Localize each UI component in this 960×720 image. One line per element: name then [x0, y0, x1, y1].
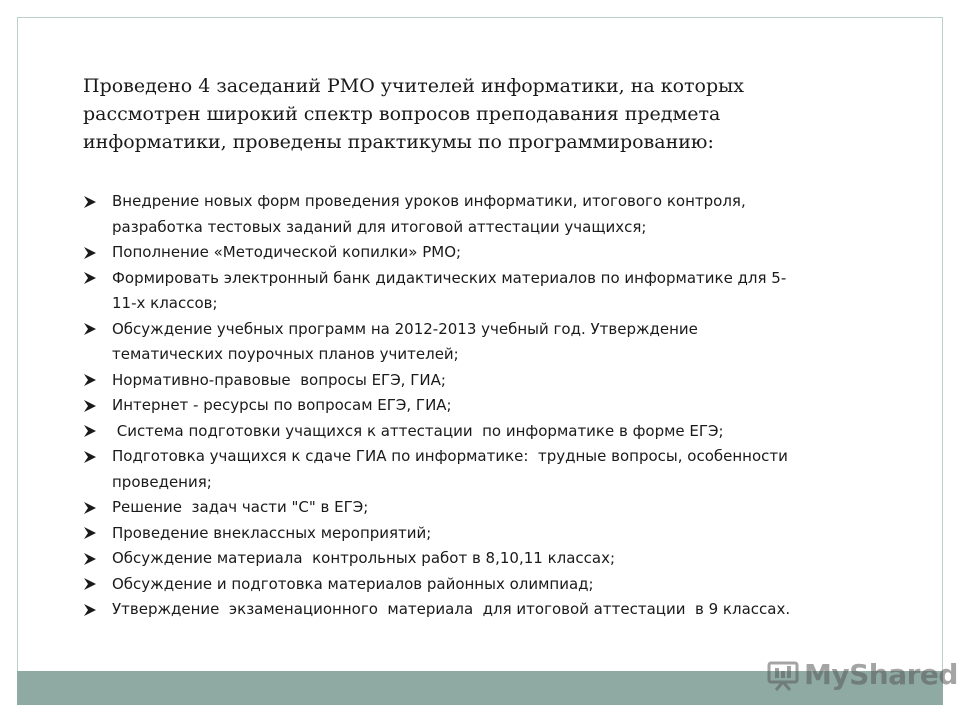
list-item-text: разработка тестовых заданий для итоговой аттестации учащихся; [112, 217, 647, 236]
list-item-text: Обсуждение учебных программ на 2012-2013 учебный год. Утверждение [112, 319, 698, 338]
list-item [83, 317, 883, 368]
list-item-text: Пополнение «Методической копилки» РМО; [112, 243, 462, 261]
list-item-text: Внедрение новых форм проведения уроков информатики, итогового контроля, [112, 192, 746, 210]
arrow-bullet-icon [83, 189, 112, 215]
list-item-text: 11-х классов; [112, 294, 218, 312]
list-item [83, 572, 883, 598]
topics-list [83, 189, 883, 623]
list-item [83, 368, 883, 394]
watermark-text: MyShared [804, 658, 958, 691]
list-item-text: Интернет - ресурсы по вопросам ЕГЭ, ГИА; [112, 396, 452, 414]
arrow-bullet-icon [83, 419, 112, 445]
list-item [83, 240, 883, 266]
list-item-text: Формировать электронный банк дидактических материалов по информатике для 5- [112, 268, 787, 287]
intro-line: рассмотрен широкий спектр вопросов преподавания предмета [83, 103, 721, 125]
list-item-text: Решение задач части "С" в ЕГЭ; [112, 498, 369, 516]
list-item [83, 521, 883, 547]
arrow-bullet-icon [83, 393, 112, 419]
list-item [83, 546, 883, 572]
list-item-text: Утверждение экзаменационного материала для итоговой аттестации в 9 классах. [112, 600, 791, 618]
list-item [83, 597, 883, 623]
list-item [83, 266, 883, 317]
list-item [83, 189, 883, 240]
list-item-text: Система подготовки учащихся к аттестации по информатике в форме ЕГЭ; [112, 421, 724, 440]
list-item [83, 419, 883, 445]
list-item-text: Нормативно-правовые вопросы ЕГЭ, ГИА; [112, 370, 446, 389]
arrow-bullet-icon [83, 546, 112, 572]
presentation-board-icon [766, 659, 800, 691]
list-item-text: проведения; [112, 472, 212, 491]
list-item-text: тематических поурочных планов учителей; [112, 345, 459, 363]
arrow-bullet-icon [83, 240, 112, 266]
arrow-bullet-icon [83, 495, 112, 521]
arrow-bullet-icon [83, 444, 112, 470]
arrow-bullet-icon [83, 317, 112, 343]
arrow-bullet-icon [83, 368, 112, 394]
intro-line: информатики, проведены практикумы по программированию: [83, 131, 714, 153]
arrow-bullet-icon [83, 572, 112, 598]
list-item [83, 495, 883, 521]
intro-line: Проведено 4 заседаний РМО учителей информатики, на которых [83, 75, 744, 97]
list-item [83, 444, 883, 495]
list-item [83, 393, 883, 419]
arrow-bullet-icon [83, 266, 112, 292]
myshared-watermark[interactable] [766, 658, 958, 691]
intro-paragraph [83, 72, 843, 156]
arrow-bullet-icon [83, 521, 112, 547]
list-item-text: Обсуждение материала контрольных работ в 8,10,11 классах; [112, 549, 616, 567]
arrow-bullet-icon [83, 597, 112, 623]
list-item-text: Подготовка учащихся к сдаче ГИА по информатике: трудные вопросы, особенности [112, 447, 788, 465]
list-item-text: Проведение внеклассных мероприятий; [112, 523, 432, 542]
list-item-text: Обсуждение и подготовка материалов районных олимпиад; [112, 574, 594, 593]
